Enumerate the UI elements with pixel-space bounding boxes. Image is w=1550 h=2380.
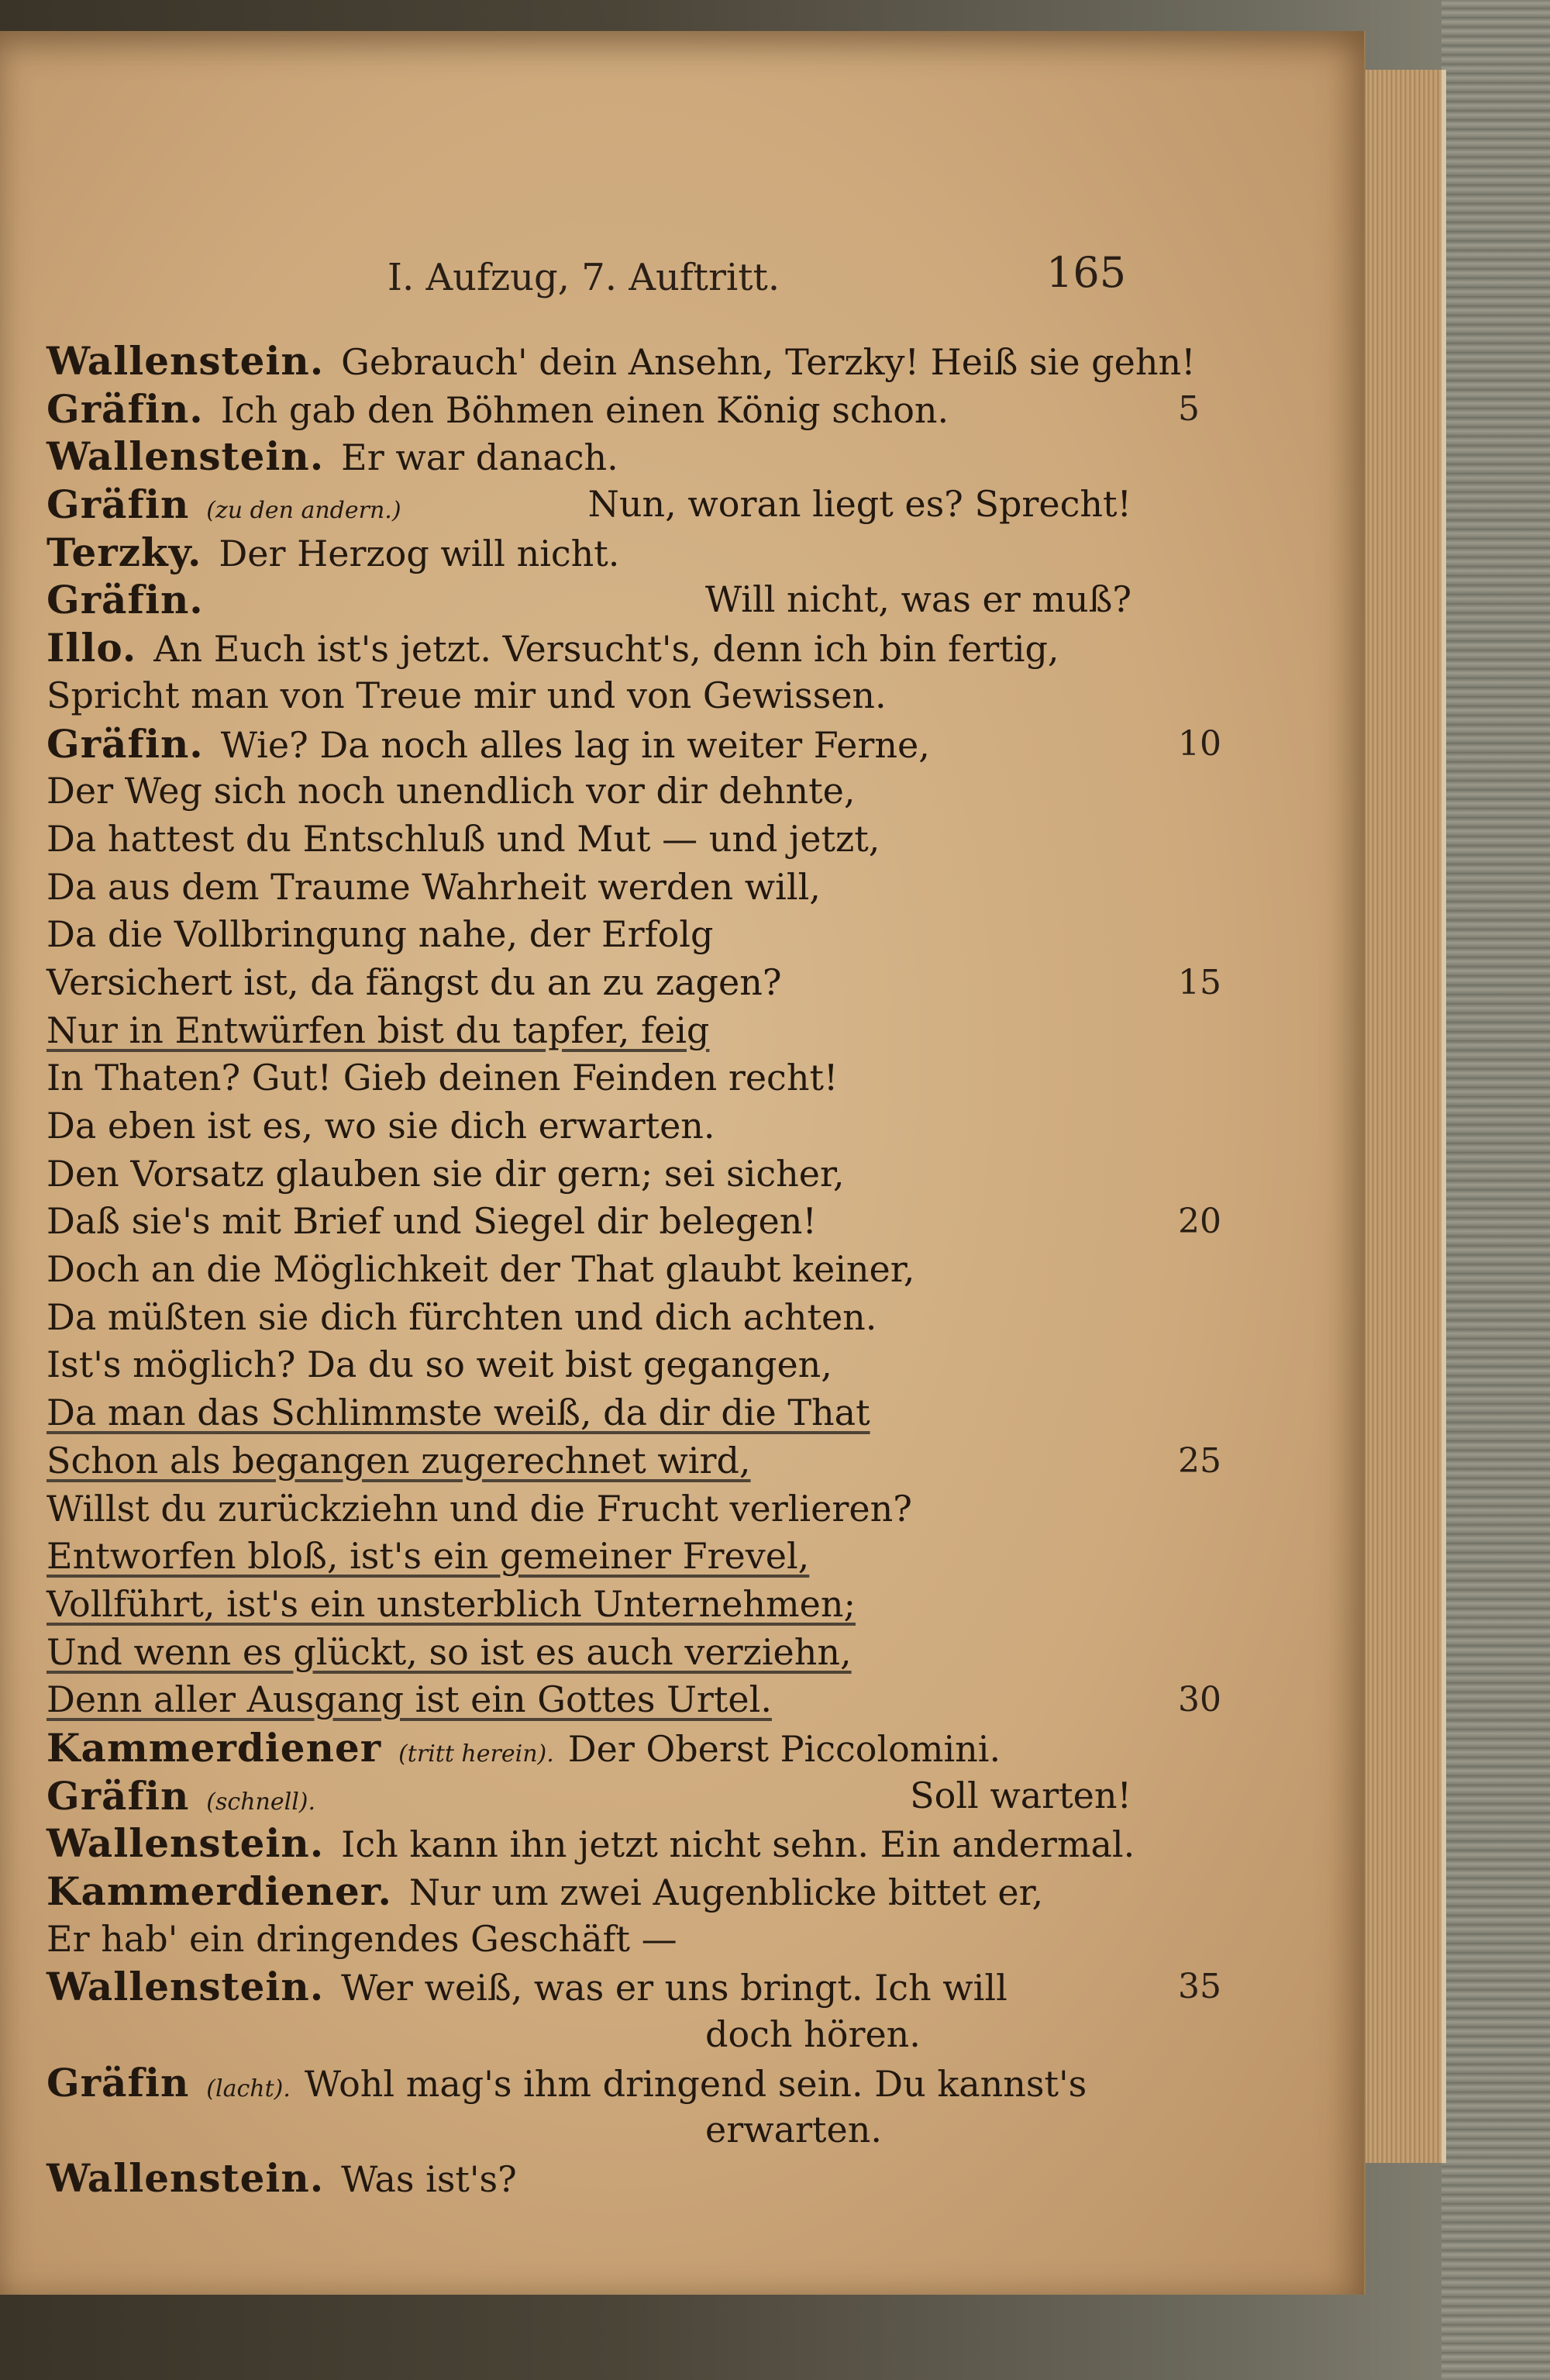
line-number: 20 [1178,1202,1221,1242]
line-text: Was ist's? [341,2158,517,2201]
verse-line [46,767,1132,816]
verse-line [46,385,1200,433]
line-text: Wie? Da noch alles lag in weiter Ferne, [220,723,930,766]
book-page [0,31,1366,2295]
speaker: Wallenstein. [46,2155,325,2202]
line-text: erwarten. [705,2109,882,2151]
line-text: Entworfen bloß, ist's ein gemeiner Frevel, [46,1535,810,1578]
verse-line [46,1246,1132,1294]
line-text: Denn aller Ausgang ist ein Gottes Urtel. [46,1678,772,1721]
line-text: Wer weiß, was er uns bringt. Ich will [341,1967,1008,2009]
verse-line [46,1916,1132,1964]
verse-line [46,529,1132,577]
speaker: Gräfin [46,1772,190,1819]
line-number: 30 [1178,1680,1221,1720]
line-text: Der Herzog will nicht. [219,532,620,574]
verse-line [46,1676,1221,1724]
line-text: In Thaten? Gut! Gieb deinen Feinden recht! [46,1057,839,1099]
line-text: Wohl mag's ihm dringend sein. Du kannst's [304,2062,1087,2105]
verse-line [46,1819,1135,1868]
line-text: Ich kann ihn jetzt nicht sehn. Ein andermal. [341,1823,1135,1866]
line-text: doch hören. [705,2013,921,2056]
line-text: Da man das Schlimmste weiß, da dir die That [46,1392,870,1434]
page-number: 165 [1046,248,1127,297]
line-number: 10 [1178,723,1221,764]
line-number: 25 [1178,1440,1221,1481]
speaker: Gräfin. [46,577,204,623]
verse-line [46,864,1132,912]
verse-line [46,816,1132,864]
speaker: Kammerdiener. [46,1868,392,1914]
line-text: Willst du zurückziehn und die Frucht verlieren? [46,1487,912,1530]
stage-direction: (tritt herein). [398,1740,554,1768]
header-title: I. Aufzug, 7. Auftritt. [388,256,780,299]
line-text: Der Weg sich noch unendlich vor dir dehnte, [46,770,856,812]
verse-line [46,624,1132,672]
line-number: 5 [1178,388,1200,429]
verse-line [46,1581,1132,1629]
verse-line [46,720,1221,768]
book-cover-edge [1442,0,1550,2380]
verse-line [46,433,1132,481]
line-text: Da müßten sie dich fürchten und dich achten. [46,1295,877,1338]
verse-line [46,1533,1132,1581]
line-text: Doch an die Möglichkeit der That glaubt keiner, [46,1248,915,1291]
verse-line [46,481,1132,529]
speaker: Wallenstein. [46,433,325,480]
line-text: Den Vorsatz glauben sie dir gern; sei sicher, [46,1152,845,1195]
line-text: Ist's möglich? Da du so weit bist gegangen, [46,1343,832,1386]
speaker: Wallenstein. [46,338,325,384]
line-number: 15 [1178,962,1221,1002]
speaker: Gräfin [46,481,190,528]
line-text: Spricht man von Treue mir und von Gewissen. [46,674,887,716]
line-text: Gebrauch' dein Ansehn, Terzky! Heiß sie gehn! [341,341,1196,383]
line-text: Vollführt, ist's ein unsterblich Unternehmen; [46,1582,856,1625]
line-text: Er hab' ein dringendes Geschäft — [46,1917,677,1960]
speaker: Kammerdiener [46,1724,382,1771]
verse-line [46,1102,1132,1150]
verse-line [46,1389,1132,1437]
line-text: Versichert ist, da fängst du an zu zagen? [46,961,782,1003]
verse-line [46,1868,1132,1916]
verse-text [46,337,1221,2202]
verse-line [46,2106,1132,2154]
speaker: Illo. [46,625,137,671]
verse-line [46,959,1221,1007]
line-text: Nun, woran liegt es? Sprecht! [587,483,1132,526]
verse-line [46,1294,1132,1342]
speaker: Gräfin [46,2059,190,2106]
line-text: Soll warten! [910,1774,1132,1816]
speaker: Gräfin. [46,720,204,767]
stage-direction: (schnell). [206,1788,316,1816]
verse-line [46,1054,1132,1102]
speaker: Wallenstein. [46,1820,325,1867]
verse-line [46,1963,1221,2011]
verse-line [46,2059,1132,2107]
line-text: Er war danach. [341,436,618,479]
verse-line [46,911,1132,959]
stage-direction: (zu den andern.) [206,497,401,525]
line-text: Daß sie's mit Brief und Siegel dir belegen! [46,1200,817,1243]
verse-line [46,1007,1132,1055]
verse-line [46,576,1132,624]
speaker: Wallenstein. [46,1964,325,2010]
verse-line [46,1629,1132,1677]
line-text: An Euch ist's jetzt. Versucht's, denn ich bin fertig, [153,628,1059,671]
verse-line [46,1437,1221,1485]
speaker: Gräfin. [46,385,204,432]
line-text: Da die Vollbringung nahe, der Erfolg [46,913,714,956]
line-text: Schon als begangen zugerechnet wird, [46,1439,751,1481]
line-text: Da aus dem Traume Wahrheit werden will, [46,865,821,908]
verse-line [46,1150,1132,1199]
line-number: 35 [1178,1967,1221,2007]
speaker: Terzky. [46,529,202,575]
verse-line [46,1485,1132,1533]
line-text: Und wenn es glückt, so ist es auch verziehn, [46,1630,852,1673]
verse-line [46,2011,1132,2059]
line-text: Da eben ist es, wo sie dich erwarten. [46,1105,715,1147]
verse-line [46,1341,1132,1389]
stage-direction: (lacht). [206,2075,291,2102]
verse-line [46,2154,1132,2202]
line-text: Will nicht, was er muß? [704,578,1132,621]
line-text: Ich gab den Böhmen einen König schon. [220,388,949,431]
verse-line [46,337,1196,385]
verse-line [46,1772,1132,1820]
line-text: Der Oberst Piccolomini. [567,1727,1001,1770]
line-text: Da hattest du Entschluß und Mut — und jetzt, [46,817,880,860]
verse-line [46,672,1132,720]
line-text: Nur um zwei Augenblicke bittet er, [408,1871,1044,1913]
verse-line [46,1724,1132,1772]
verse-line [46,1198,1221,1246]
line-text: Nur in Entwürfen bist du tapfer, feig [46,1009,710,1051]
